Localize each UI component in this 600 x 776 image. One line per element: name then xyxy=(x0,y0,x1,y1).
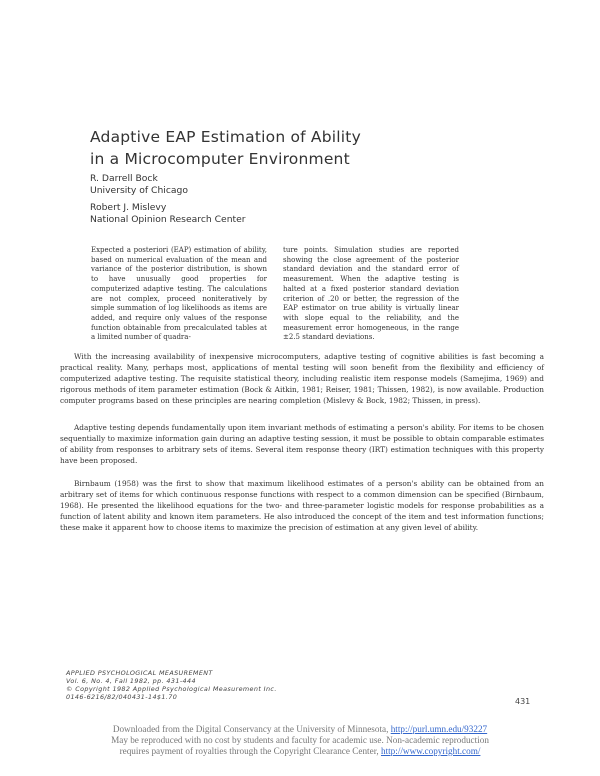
author-affiliation: University of Chicago xyxy=(90,185,188,196)
author-block-2 xyxy=(90,202,246,226)
copyright-center-link[interactable]: http://www.copyright.com/ xyxy=(380,746,481,756)
footer-text-1: Downloaded from the Digital Conservancy at the University of Minnesota, xyxy=(112,724,391,734)
journal-citation xyxy=(66,669,277,701)
author-block-1 xyxy=(90,173,188,197)
abstract-left-column: Expected a posteriori (EAP) estimation of ability, based on numerical evaluation of the mean and variance of the posterior distribution, is shown to have unusually good properties for computerized adaptive testing. The calculations are not complex, proceed noniteratively by simple summation of log likelihoods as items are added, and require only values of the response function obtainable from precalculated tables at a limited number of quadra- xyxy=(91,246,267,342)
abstract-right-column: ture points. Simulation studies are reported showing the close agreement of the posterior standard deviation and the standard error of measurement. When the adaptive testing is halted at a fixed posterior standard deviation criterion of .20 or better, the regression of the EAP estimator on true ability is virtually linear with slope equal to the reliability, and the measurement error homogeneous, in the range ±2.5 standard deviations. xyxy=(283,246,459,342)
body-paragraph-1: With the increasing availability of inexpensive microcomputers, adaptive testing of cognitive abilities is fast becoming a practical reality. Many, perhaps most, applications of mental testing will soon benefit from the flexibility and efficiency of computerized adaptive testing. The requisite statistical theory, including realistic item response models (Samejima, 1969) and rigorous methods of item parameter estimation (Bock & Aitkin, 1981; Reiser, 1981; Thissen, 1982), is now available. Production computer programs based on these principles are nearing completion (Mislevy & Bock, 1982; Thissen, in press). xyxy=(60,352,544,405)
title-line-2: in a Microcomputer Environment xyxy=(90,150,350,168)
paper-title xyxy=(90,126,510,170)
journal-copyright: © Copyright 1982 Applied Psychological Measurement Inc. xyxy=(66,685,277,693)
footer-text-3: requires payment of royalties through the Copyright Clearance Center, xyxy=(119,746,381,756)
journal-code: 0146-6216/82/040431-14$1.70 xyxy=(66,693,178,701)
journal-name: APPLIED PSYCHOLOGICAL MEASUREMENT xyxy=(66,669,213,677)
body-paragraph-3: Birnbaum (1958) was the first to show that maximum likelihood estimates of a person's ability can be obtained from an arbitrary set of items for which continuous response functions with respect to a common dimension can be specified (Birnbaum, 1968). He presented the likelihood equations for the two- and three-parameter logistic models for response probabilities as a function of latent ability and known item parameters. He also introduced the concept of the item and test information functions; these make it apparent how to choose items to maximize the precision of estimation at any given level of ability. xyxy=(60,479,544,532)
journal-volume: Vol. 6, No. 4, Fall 1982, pp. 431-444 xyxy=(66,677,196,685)
author-affiliation: National Opinion Research Center xyxy=(90,214,246,225)
conservancy-link[interactable]: http://purl.umn.edu/93227 xyxy=(390,724,488,734)
page-number: 431 xyxy=(515,697,531,706)
author-name: R. Darrell Bock xyxy=(90,173,158,184)
title-line-1: Adaptive EAP Estimation of Ability xyxy=(90,128,361,146)
author-name: Robert J. Mislevy xyxy=(90,202,167,213)
download-footer xyxy=(0,724,600,757)
footer-text-2: May be reproduced with no cost by students and faculty for academic use. Non-academic reproduction xyxy=(111,735,489,745)
body-paragraph-2: Adaptive testing depends fundamentally upon item invariant methods of estimating a person's ability. For items to be chosen sequentially to maximize information gain during an adaptive testing session, it must be possible to obtain comparable estimates of ability from responses to arbitrary sets of items. Several item response theory (IRT) estimation techniques with this property have been proposed. xyxy=(60,423,544,465)
